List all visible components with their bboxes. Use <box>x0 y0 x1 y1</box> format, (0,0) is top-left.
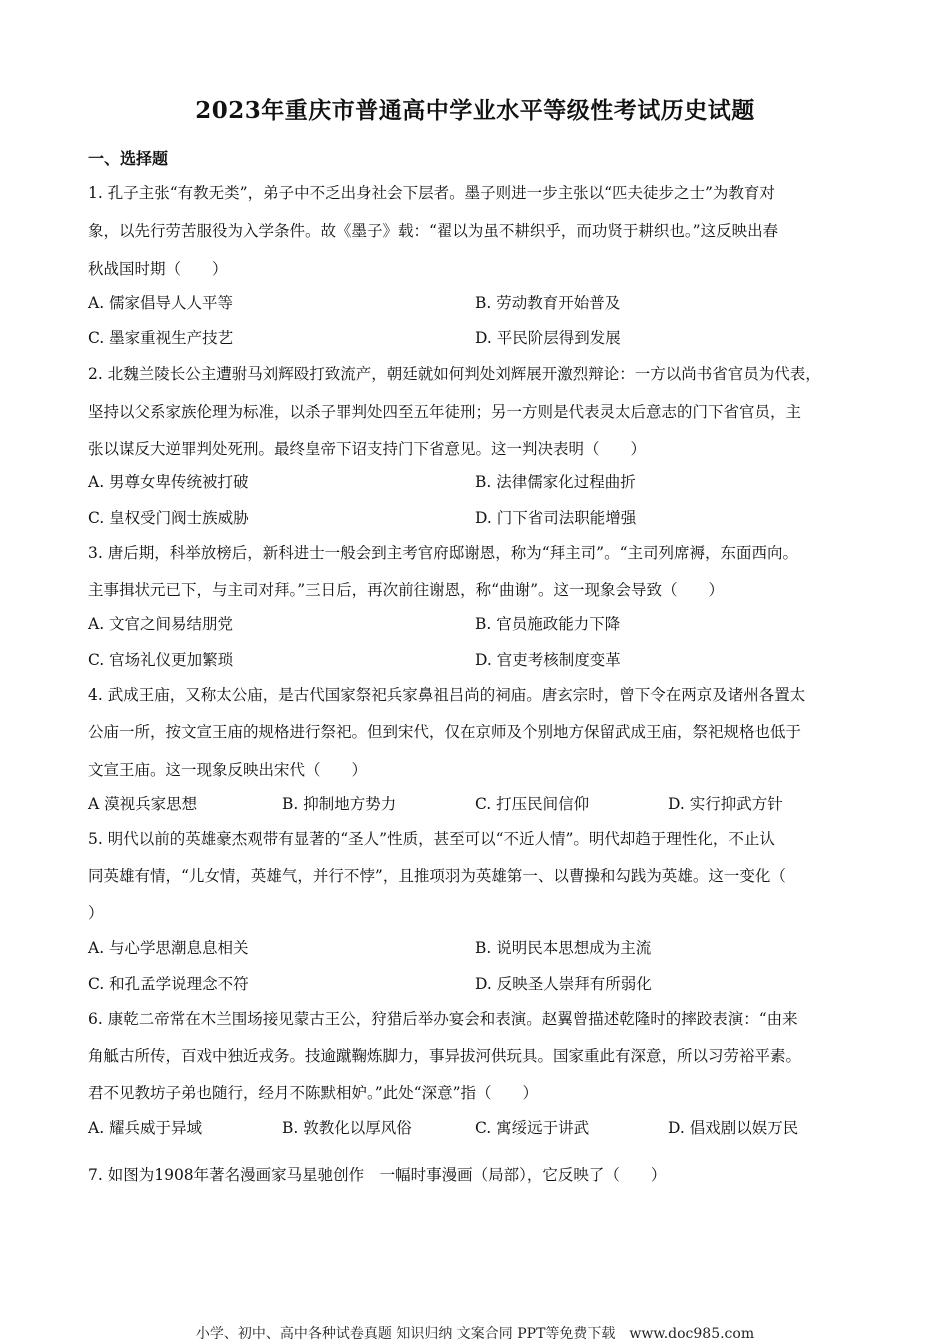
question-5-line-3: ） <box>88 904 104 922</box>
question-6-option-a: A. 耀兵威于异域 <box>88 1119 203 1137</box>
question-2-line-2: 坚持以父系家族伦理为标准，以杀子罪判处四至五年徒刑；另一方则是代表灵太后意志的门下省官员，主 <box>88 403 802 421</box>
question-5-line-1: 5. 明代以前的英雄豪杰观带有显著的“圣人”性质，甚至可以“不近人情”。明代却趋于理性化，不止认 <box>88 830 775 848</box>
question-1-line-1: 1. 孔子主张“有教无类”，弟子中不乏出身社会下层者。墨子则进一步主张以“匹夫徒步之士”为教育对 <box>88 184 775 202</box>
question-4-option-c: C. 打压民间信仰 <box>475 795 590 813</box>
question-5-option-c: C. 和孔孟学说理念不符 <box>88 975 249 993</box>
question-6-line-1: 6. 康乾二帝常在木兰围场接见蒙古王公，狩猎后举办宴会和表演。赵翼曾描述乾隆时的摔跤表演：“由来 <box>88 1010 798 1028</box>
question-1-option-a: A. 儒家倡导人人平等 <box>88 294 234 312</box>
question-5-option-d: D. 反映圣人崇拜有所弱化 <box>475 975 652 993</box>
question-4-line-1: 4. 武成王庙，又称太公庙，是古代国家祭祀兵家鼻祖吕尚的祠庙。唐玄宗时，曾下令在两京及诸州各置太 <box>88 686 806 704</box>
question-3-option-a: A. 文官之间易结朋党 <box>88 615 234 633</box>
question-6-option-b: B. 敦教化以厚风俗 <box>282 1119 412 1137</box>
question-7-line-1: 7. 如图为1908年著名漫画家马星驰创作 一幅时事漫画（局部），它反映了（ ） <box>88 1166 667 1184</box>
question-3-line-2: 主事揖状元已下，与主司对拜。”三日后，再次前往谢恩，称“曲谢”。这一现象会导致（ ） <box>88 581 725 599</box>
question-3-option-b: B. 官员施政能力下降 <box>475 615 621 633</box>
question-4-option-a: A 漠视兵家思想 <box>88 795 198 813</box>
question-2-line-1: 2. 北魏兰陵长公主遭驸马刘辉殴打致流产，朝廷就如何判处刘辉展开激烈辩论：一方以尚书省官员为代表， <box>88 365 821 383</box>
question-2-line-3: 张以谋反大逆罪判处死刑。最终皇帝下诏支持门下省意见。这一判决表明（ ） <box>88 440 647 458</box>
question-1-option-b: B. 劳动教育开始普及 <box>475 294 621 312</box>
question-1-line-3: 秋战国时期（ ） <box>88 260 228 278</box>
question-6-option-d: D. 倡戏剧以娱万民 <box>668 1119 799 1137</box>
question-4-line-2: 公庙一所，按文宣王庙的规格进行祭祀。但到宋代，仅在京师及个别地方保留武成王庙，祭祀规格也低于 <box>88 723 802 741</box>
question-2-option-b: B. 法律儒家化过程曲折 <box>475 473 636 491</box>
question-5-line-2: 同英雄有情，“儿女情，英雄气，并行不悖”，且推项羽为英雄第一、以曹操和勾践为英雄。这一变化（ <box>88 867 786 885</box>
question-2-option-c: C. 皇权受门阀士族威胁 <box>88 509 249 527</box>
question-5-option-a: A. 与心学思潮息息相关 <box>88 939 249 957</box>
question-6-option-c: C. 寓绥远于讲武 <box>475 1119 590 1137</box>
question-3-line-1: 3. 唐后期，科举放榜后，新科进士一般会到主考官府邸谢恩，称为“拜主司”。“主司列席褥，东面西向。 <box>88 544 798 562</box>
question-3-option-c: C. 官场礼仪更加繁琐 <box>88 651 234 669</box>
question-5-option-b: B. 说明民本思想成为主流 <box>475 939 652 957</box>
section-heading: 一、选择题 <box>88 149 169 168</box>
question-1-option-d: D. 平民阶层得到发展 <box>475 329 621 347</box>
question-6-line-2: 角觝古所传，百戏中独近戎务。技逾蹴鞠炼脚力，事异拔河供玩具。国家重此有深意，所以习劳裕平素。 <box>88 1047 802 1065</box>
question-2-option-a: A. 男尊女卑传统被打破 <box>88 473 249 491</box>
footer-ad-text[interactable]: 小学、初中、高中各种试卷真题 知识归纳 文案合同 PPT等免费下载 www.doc985.com <box>195 1326 755 1342</box>
question-4-option-d: D. 实行抑武方针 <box>668 795 783 813</box>
page-title: 2023年重庆市普通高中学业水平等级性考试历史试题 <box>195 97 755 124</box>
question-2-option-d: D. 门下省司法职能增强 <box>475 509 637 527</box>
question-1-line-2: 象，以先行劳苦服役为入学条件。故《墨子》载：“翟以为虽不耕织乎，而功贤于耕织也。”这反映出春 <box>88 222 779 240</box>
question-4-line-3: 文宣王庙。这一现象反映出宋代（ ） <box>88 761 368 779</box>
question-6-line-3: 君不见教坊子弟也随行，经月不陈默相妒。”此处“深意”指（ ） <box>88 1084 539 1102</box>
question-1-option-c: C. 墨家重视生产技艺 <box>88 329 234 347</box>
question-3-option-d: D. 官吏考核制度变革 <box>475 651 621 669</box>
question-4-option-b: B. 抑制地方势力 <box>282 795 397 813</box>
